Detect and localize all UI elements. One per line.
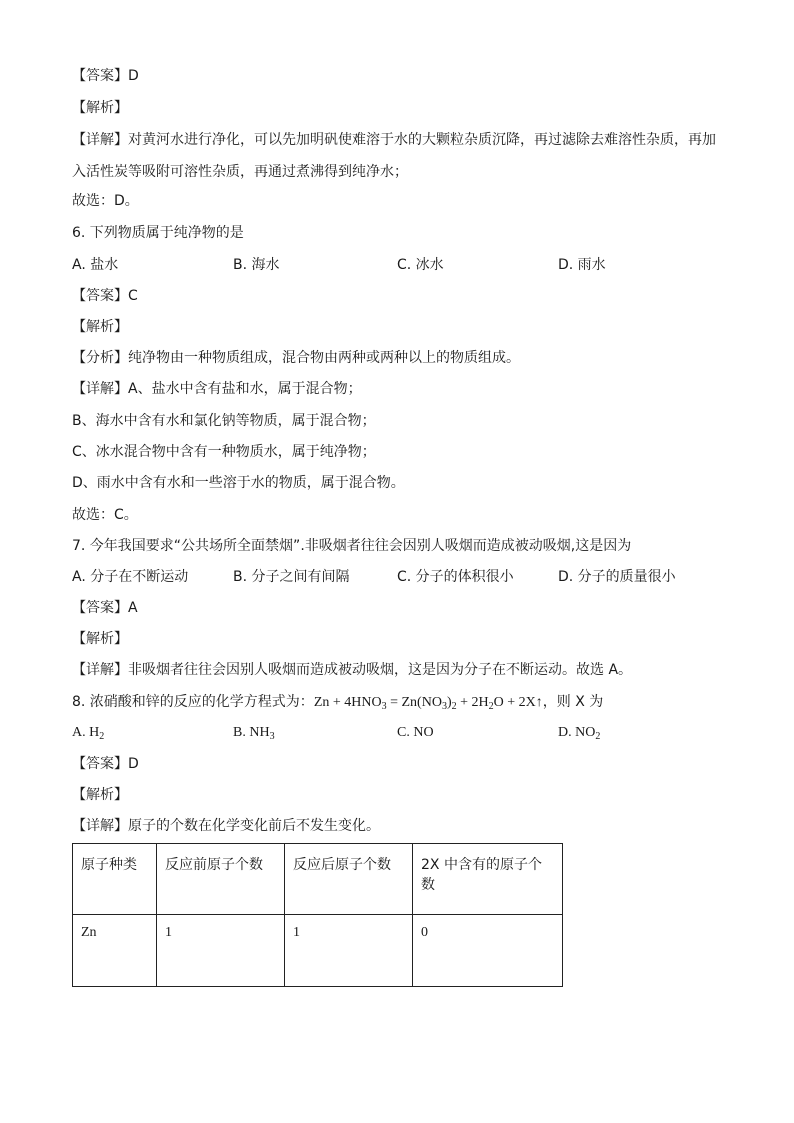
table-row	[73, 915, 563, 987]
detail-line: 【详解】原子的个数在化学变化前后不发生变化。	[72, 818, 380, 834]
table-header-cell: 2X 中含有的原子个数	[413, 844, 563, 915]
table-header-cell: 原子种类	[73, 844, 157, 915]
table-header-cell: 反应后原子个数	[285, 844, 413, 915]
answer-line: 【答案】D	[72, 68, 139, 84]
analysis-heading: 【解析】	[72, 319, 128, 335]
table-cell: 1	[157, 915, 285, 987]
option-c: C. NO	[397, 725, 434, 740]
table-header-row	[73, 844, 563, 915]
table-header-cell: 反应前原子个数	[157, 844, 285, 915]
choice-line: 故选：C。	[72, 507, 138, 523]
option-b: B. $NH_3$	[233, 725, 275, 742]
option-a: A. 盐水	[72, 257, 119, 273]
fenxi-line: 【分析】纯净物由一种物质组成，混合物由两种或两种以上的物质组成。	[72, 350, 520, 366]
analysis-heading: 【解析】	[72, 100, 128, 116]
table-cell: 1	[285, 915, 413, 987]
analysis-heading: 【解析】	[72, 787, 128, 803]
option-b: B. 海水	[233, 257, 280, 273]
option-a: A. 分子在不断运动	[72, 569, 189, 585]
option-d: D. 分子的质量很小	[558, 569, 676, 585]
detail-line-d: D、雨水中含有水和一些溶于水的物质，属于混合物。	[72, 475, 405, 491]
answer-line: 【答案】C	[72, 288, 138, 304]
option-d: D. 雨水	[558, 257, 606, 273]
chemical-equation: $Zn + 4HNO_3 = Zn(NO_3)_2 + 2H_2O$ + 2X↑	[313, 695, 543, 712]
table-cell: Zn	[73, 915, 157, 987]
atom-count-table	[72, 843, 563, 987]
option-b: B. 分子之间有间隔	[233, 569, 350, 585]
detail-line: 【详解】A、盐水中含有盐和水，属于混合物；	[72, 381, 362, 397]
question-6: 6. 下列物质属于纯净物的是	[72, 225, 244, 241]
table-cell: 0	[413, 915, 563, 987]
option-d: D. $NO_2$	[558, 725, 601, 742]
analysis-heading: 【解析】	[72, 631, 128, 647]
option-a: A. $H_2$	[72, 725, 105, 742]
choice-line: 故选：D。	[72, 193, 139, 209]
option-c: C. 分子的体积很小	[397, 569, 514, 585]
detail-line-b: B、海水中含有水和氯化钠等物质，属于混合物；	[72, 413, 376, 429]
question-8	[72, 693, 603, 712]
detail-line-c: C、冰水混合物中含有一种物质水，属于纯净物；	[72, 444, 376, 460]
question-7: 7. 今年我国要求“公共场所全面禁烟”.非吸烟者往往会因别人吸烟而造成被动吸烟,这是因为	[72, 538, 632, 554]
answer-line: 【答案】A	[72, 600, 138, 616]
question-8-prefix: 8. 浓硝酸和锌的反应的化学方程式为：	[72, 694, 314, 710]
question-8-suffix: ，则 X 为	[542, 694, 604, 710]
detail-paragraph: 【详解】对黄河水进行净化，可以先加明矾使难溶于水的大颗粒杂质沉降，再过滤除去难溶性杂质，再加入活性炭等吸附可溶性杂质，再通过煮沸得到纯净水；	[72, 132, 716, 180]
option-c: C. 冰水	[397, 257, 444, 273]
detail-line: 【详解】非吸烟者往往会因别人吸烟而造成被动吸烟，这是因为分子在不断运动。故选 A。	[72, 662, 633, 678]
answer-line: 【答案】D	[72, 756, 139, 772]
